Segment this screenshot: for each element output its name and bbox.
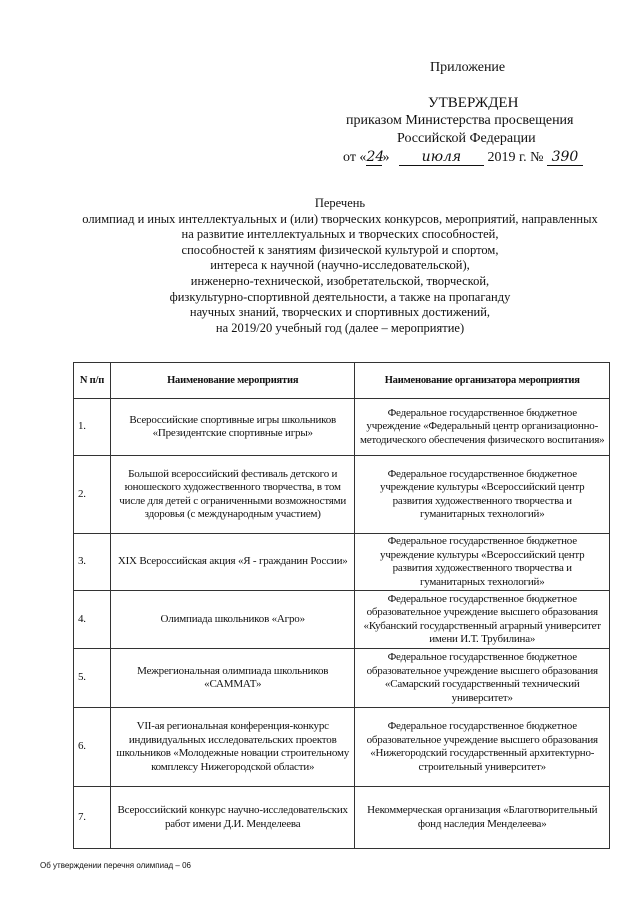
title-line: инженерно-технической, изобретательской, творческой, [190,273,490,288]
document-title [40,196,640,336]
header-organizer: Наименование организатора мероприятия [355,363,610,399]
event-name: Межрегиональная олимпиада школьников «САММАТ» [110,649,355,708]
table-header-row [74,363,610,399]
appendix-label: Приложение [430,60,506,75]
organizer-name: Некоммерческая организация «Благотворительный фонд наследия Менделеева» [355,787,610,849]
row-number: 1. [74,399,111,456]
table-row [74,456,610,534]
organizer-name: Федеральное государственное бюджетное учреждение культуры «Всероссийский центр развития художественного творчества и гуманитарных технологий» [355,534,610,591]
approved-label: УТВЕРЖДЕН [428,95,519,111]
event-name: Всероссийские спортивные игры школьников «Президентские спортивные игры» [110,399,355,456]
organizer-name: Федеральное государственное бюджетное учреждение культуры «Всероссийский центр развития художественного творчества и гуманитарных технологий» [355,456,610,534]
organizer-name: Федеральное государственное бюджетное учреждение «Федеральный центр организационно-методического обеспечения физического воспитания» [355,399,610,456]
title-line: олимпиад и иных интеллектуальных и (или) творческих конкурсов, мероприятий, направленных [82,211,598,226]
table-row [74,787,610,849]
row-number: 2. [74,456,111,534]
event-name: Олимпиада школьников «Агро» [110,591,355,649]
table-row [74,534,610,591]
handwritten-month: июля [399,149,484,166]
order-line-1: приказом Министерства просвещения [346,113,574,128]
row-number: 4. [74,591,111,649]
date-mid: » [382,150,390,165]
row-number: 6. [74,708,111,787]
handwritten-day: 24 [366,149,385,165]
title-line: научных знаний, творческих и спортивных достижений, [189,305,491,320]
header-event: Наименование мероприятия [110,363,355,399]
organizer-name: Федеральное государственное бюджетное образовательное учреждение высшего образования «Нижегородский государственный архитектурно-строительный университет» [355,708,610,787]
title-line: на развитие интеллектуальных и творческих способностей, [181,227,499,242]
title-line: на 2019/20 учебный год (далее – мероприятие) [215,320,465,335]
date-prefix: от « [343,150,367,165]
title-line: способностей к занятиям физической культурой и спортом, [181,242,499,257]
table-row [74,649,610,708]
event-name: VII-ая региональная конференция-конкурс индивидуальных исследовательских проектов школьников «Молодежные новации строительному комплексу Нижегородской области» [110,708,355,787]
year-text: 2019 г. № [487,150,544,165]
table-row [74,591,610,649]
title-line: физкультурно-спортивной деятельности, а также на пропаганду [169,289,511,304]
row-number: 7. [74,787,111,849]
events-table [73,362,610,849]
row-number: 3. [74,534,111,591]
header-number: N п/п [74,363,111,399]
event-name: XIX Всероссийская акция «Я - гражданин России» [110,534,355,591]
event-name: Всероссийский конкурс научно-исследовательских работ имени Д.И. Менделеева [110,787,355,849]
order-line-2: Российской Федерации [397,131,536,146]
footer-doc-id: Об утверждении перечня олимпиад – 06 [40,861,191,870]
handwritten-number: 390 [547,149,583,166]
title-line: Перечень [314,196,366,210]
organizer-name: Федеральное государственное бюджетное образовательное учреждение высшего образования «Кубанский государственный аграрный университет имени И.Т. Трубилина» [355,591,610,649]
table-row [74,399,610,456]
event-name: Большой всероссийский фестиваль детского и юношеского художественного творчества, в том числе для детей с ограниченными возможностями здоровья (с международным участием) [110,456,355,534]
row-number: 5. [74,649,111,708]
order-date-line [343,149,583,166]
organizer-name: Федеральное государственное бюджетное образовательное учреждение высшего образования «Самарский государственный технический университет» [355,649,610,708]
title-line: интереса к научной (научно-исследовательской), [210,258,470,273]
table-row [74,708,610,787]
